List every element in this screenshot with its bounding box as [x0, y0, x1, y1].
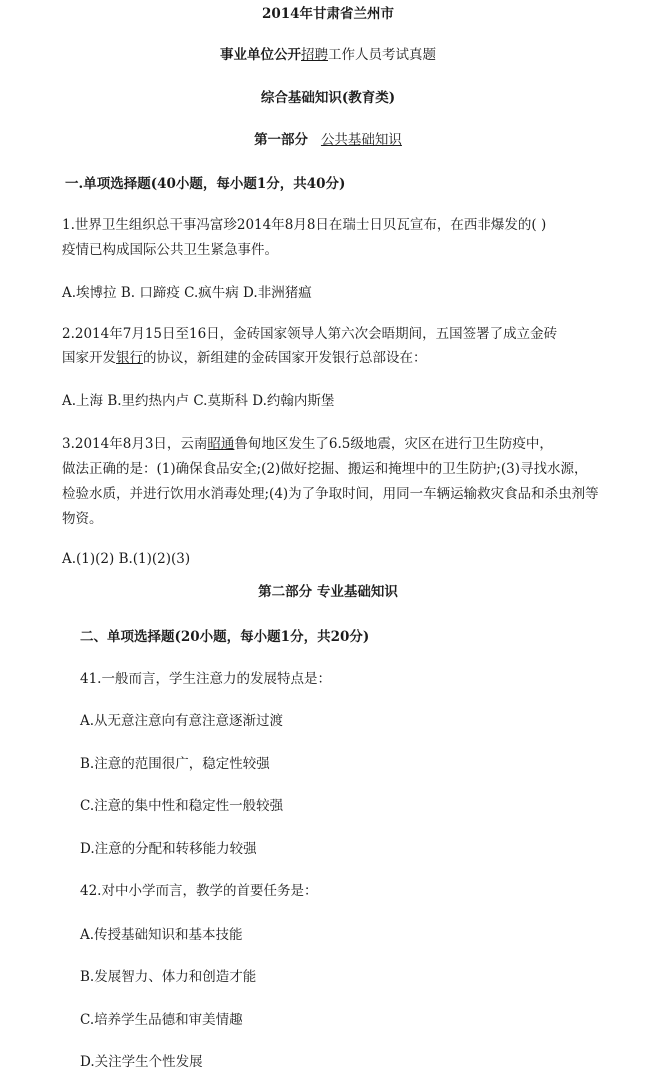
public-knowledge-link[interactable]: 公共基础知识	[320, 132, 402, 148]
q3-options: A.(1)(2) B.(1)(2)(3)	[62, 551, 191, 567]
subtitle-prefix: 事业单位公开	[220, 47, 301, 63]
q3-line1-suffix: 鲁甸地区发生了6.5级地震，灾区在进行卫生防疫中，	[234, 436, 553, 452]
part1-label: 第一部分	[254, 132, 309, 148]
q3-text-line1	[62, 436, 553, 452]
q41-text: 41.一般而言，学生注意力的发展特点是：	[80, 671, 331, 687]
q1-options: A.埃博拉 B. 口蹄疫 C.疯牛病 D.非洲猪瘟	[62, 285, 312, 301]
zhaotong-link[interactable]: 昭通	[207, 436, 235, 452]
section1-heading: 一.单项选择题(40小题，每小题1分，共40分)	[65, 176, 346, 192]
doc-subject: 综合基础知识(教育类)	[260, 90, 396, 106]
q41-option-a: A.从无意注意向有意注意逐渐过渡	[80, 713, 284, 729]
q2-line2-suffix: 的协议，新组建的金砖国家开发银行总部设在：	[143, 350, 427, 366]
q1-text-line1: 1.世界卫生组织总干事冯富珍2014年8月8日在瑞士日贝瓦宣布，在西非爆发的( )	[62, 217, 547, 233]
q2-line2-prefix: 国家开发	[62, 350, 116, 366]
q2-text-line1: 2.2014年7月15日至16日，金砖国家领导人第六次会晤期间，五国签署了成立金砖	[62, 326, 558, 342]
q2-options: A.上海 B.里约热内卢 C.莫斯科 D.约翰内斯堡	[62, 393, 335, 409]
part1-heading	[0, 132, 656, 148]
q41-option-c: C.注意的集中性和稳定性一般较强	[80, 798, 284, 814]
q42-option-a: A.传授基础知识和基本技能	[80, 927, 243, 943]
q42-option-b: B.发展智力、体力和创造才能	[80, 969, 257, 985]
q41-option-b: B.注意的范围很广，稳定性较强	[80, 756, 270, 772]
q41-option-d: D.注意的分配和转移能力较强	[80, 841, 257, 857]
q3-line1-prefix: 3.2014年8月3日，云南	[62, 436, 208, 452]
q3-text-line4: 物资。	[62, 511, 103, 527]
doc-subtitle	[0, 47, 656, 63]
doc-title: 2014年甘肃省兰州市	[261, 6, 395, 22]
q3-text-line3: 检验水质，并进行饮用水消毒处理;(4)为了争取时间，用同一车辆运输救灾食品和杀虫剂等	[62, 486, 599, 502]
section2-heading: 二、单项选择题(20小题，每小题1分，共20分)	[80, 629, 370, 645]
bank-link[interactable]: 银行	[116, 350, 143, 366]
q2-text-line2	[62, 350, 427, 366]
subtitle-suffix: 工作人员考试真题	[328, 47, 436, 63]
part2-heading: 第二部分 专业基础知识	[258, 584, 398, 600]
recruitment-link[interactable]: 招聘	[301, 47, 328, 63]
q42-option-d: D.关注学生个性发展	[80, 1054, 203, 1070]
q42-text: 42.对中小学而言，教学的首要任务是：	[80, 883, 318, 899]
q42-option-c: C.培养学生品德和审美情趣	[80, 1012, 243, 1028]
q1-text-line2: 疫情已构成国际公共卫生紧急事件。	[62, 242, 278, 258]
q3-text-line2: 做法正确的是：(1)确保食品安全;(2)做好挖掘、搬运和掩埋中的卫生防护;(3)寻找水源，	[62, 461, 588, 477]
